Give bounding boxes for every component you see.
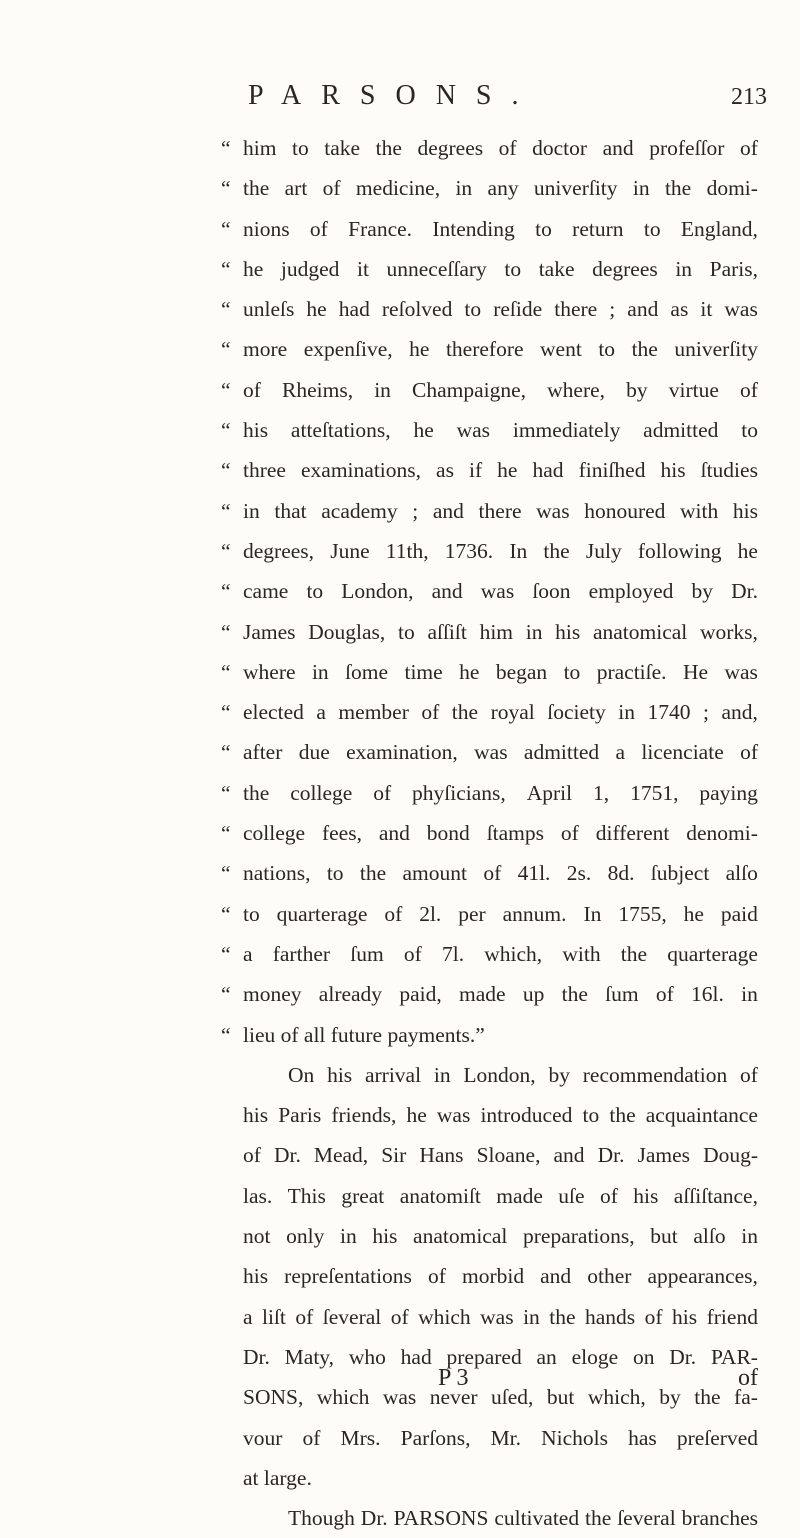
quote-mark: “ xyxy=(221,136,231,160)
line-text: of Dr. Mead, Sir Hans Sloane, and Dr. James Doug- xyxy=(243,1143,758,1168)
text-line xyxy=(221,652,758,692)
text-line xyxy=(221,894,758,934)
quote-mark: “ xyxy=(221,256,231,281)
quote-mark: “ xyxy=(221,780,231,805)
quote-mark: “ xyxy=(221,176,231,201)
line-text: nions of France. Intending to return to England, xyxy=(243,216,758,241)
text-line xyxy=(221,813,758,853)
catchword: of xyxy=(738,1365,758,1391)
line-text: more expenſive, he therefore went to the univerſity xyxy=(243,337,758,362)
quote-mark: “ xyxy=(221,740,231,765)
line-text: the college of phyſicians, April 1, 1751, paying xyxy=(243,780,758,805)
line-text: a liſt of ſeveral of which was in the hands of his friend xyxy=(243,1304,758,1329)
text-line xyxy=(221,531,758,571)
page-footer xyxy=(243,1365,758,1405)
text-line xyxy=(221,612,758,652)
line-text: nations, to the amount of 41l. 2s. 8d. ſubject alſo xyxy=(243,861,758,886)
line-text: at large. xyxy=(243,1465,312,1490)
quote-mark: “ xyxy=(221,538,231,563)
quote-mark: “ xyxy=(221,700,231,725)
text-line xyxy=(221,1015,758,1055)
text-line xyxy=(243,1135,758,1175)
quote-mark: “ xyxy=(221,901,231,926)
quote-mark: “ xyxy=(221,297,231,322)
line-text: not only in his anatomical preparations, but alſo in xyxy=(243,1224,758,1249)
running-head xyxy=(0,80,800,120)
text-line xyxy=(221,934,758,974)
line-text: where in ſome time he began to practiſe. He was xyxy=(243,659,758,684)
line-text: Dr. Maty, who had prepared an eloge on Dr. PAR- xyxy=(243,1344,758,1369)
line-text: him to take the degrees of doctor and profeſſor of xyxy=(243,136,758,160)
quote-mark: “ xyxy=(221,659,231,684)
text-line xyxy=(243,1055,758,1095)
text-line xyxy=(221,249,758,289)
running-title: PARSONS. xyxy=(248,80,539,111)
text-line xyxy=(243,1418,758,1458)
line-text: vour of Mrs. Parſons, Mr. Nichols has preſerved xyxy=(243,1425,758,1450)
line-text: lieu of all future payments.” xyxy=(243,1022,485,1047)
quote-mark: “ xyxy=(221,619,231,644)
text-line xyxy=(221,450,758,490)
line-text: his atteſtations, he was immediately admitted to xyxy=(243,418,758,443)
text-line xyxy=(221,773,758,813)
line-text: On his arrival in London, by recommendation of xyxy=(288,1062,758,1087)
line-text: the art of medicine, in any univerſity in the domi- xyxy=(243,176,758,201)
signature-mark: P 3 xyxy=(438,1365,469,1391)
quote-mark: “ xyxy=(221,821,231,846)
line-text: he judged it unneceſſary to take degrees in Paris, xyxy=(243,256,758,281)
line-text: college fees, and bond ſtamps of different denomi- xyxy=(243,821,758,846)
text-line xyxy=(221,571,758,611)
text-line xyxy=(221,128,758,168)
line-text: las. This great anatomiſt made uſe of his aſſiſtance, xyxy=(243,1183,758,1208)
text-line xyxy=(221,410,758,450)
quote-mark: “ xyxy=(221,498,231,523)
text-line xyxy=(221,853,758,893)
text-line xyxy=(243,1458,758,1498)
text-line xyxy=(221,168,758,208)
text-line xyxy=(243,1216,758,1256)
quote-mark: “ xyxy=(221,861,231,886)
line-text: of Rheims, in Champaigne, where, by virtue of xyxy=(243,377,758,402)
page-number: 213 xyxy=(731,84,767,110)
text-line xyxy=(221,974,758,1014)
text-line xyxy=(221,491,758,531)
text-line xyxy=(243,1176,758,1216)
line-text: Though Dr. PARSONS cultivated the ſeveral branches xyxy=(288,1506,758,1531)
text-line xyxy=(221,329,758,369)
text-line xyxy=(221,209,758,249)
line-text: to quarterage of 2l. per annum. In 1755, he paid xyxy=(243,901,758,926)
quote-mark: “ xyxy=(221,216,231,241)
text-line xyxy=(243,1297,758,1337)
text-line xyxy=(221,289,758,329)
text-line xyxy=(243,1256,758,1296)
quote-mark: “ xyxy=(221,1022,231,1047)
text-line xyxy=(221,692,758,732)
text-line xyxy=(243,1095,758,1135)
line-text: unleſs he had reſolved to reſide there ; and as it was xyxy=(243,297,758,322)
quote-mark: “ xyxy=(221,418,231,443)
quote-mark: “ xyxy=(221,579,231,604)
line-text: money already paid, made up the ſum of 16l. in xyxy=(243,982,758,1007)
text-line xyxy=(243,1498,758,1538)
line-text: came to London, and was ſoon employed by Dr. xyxy=(243,579,758,604)
line-text: degrees, June 11th, 1736. In the July following he xyxy=(243,538,758,563)
line-text: his repreſentations of morbid and other appearances, xyxy=(243,1264,758,1289)
line-text: James Douglas, to aſſiſt him in his anatomical works, xyxy=(243,619,758,644)
body-text xyxy=(221,128,758,1538)
quote-mark: “ xyxy=(221,377,231,402)
line-text: after due examination, was admitted a licenciate of xyxy=(243,740,758,765)
line-text: his Paris friends, he was introduced to the acquaintance xyxy=(243,1103,758,1128)
quote-mark: “ xyxy=(221,941,231,966)
quote-mark: “ xyxy=(221,458,231,483)
line-text: a farther ſum of 7l. which, with the quarterage xyxy=(243,941,758,966)
line-text: three examinations, as if he had finiſhed his ſtudies xyxy=(243,458,758,483)
line-text: in that academy ; and there was honoured with his xyxy=(243,498,758,523)
quote-mark: “ xyxy=(221,337,231,362)
text-line xyxy=(221,732,758,772)
line-text: SONS, which was never uſed, but which, by the fa- xyxy=(243,1385,758,1410)
line-text: elected a member of the royal ſociety in 1740 ; and, xyxy=(243,700,758,725)
text-line xyxy=(221,370,758,410)
quote-mark: “ xyxy=(221,982,231,1007)
